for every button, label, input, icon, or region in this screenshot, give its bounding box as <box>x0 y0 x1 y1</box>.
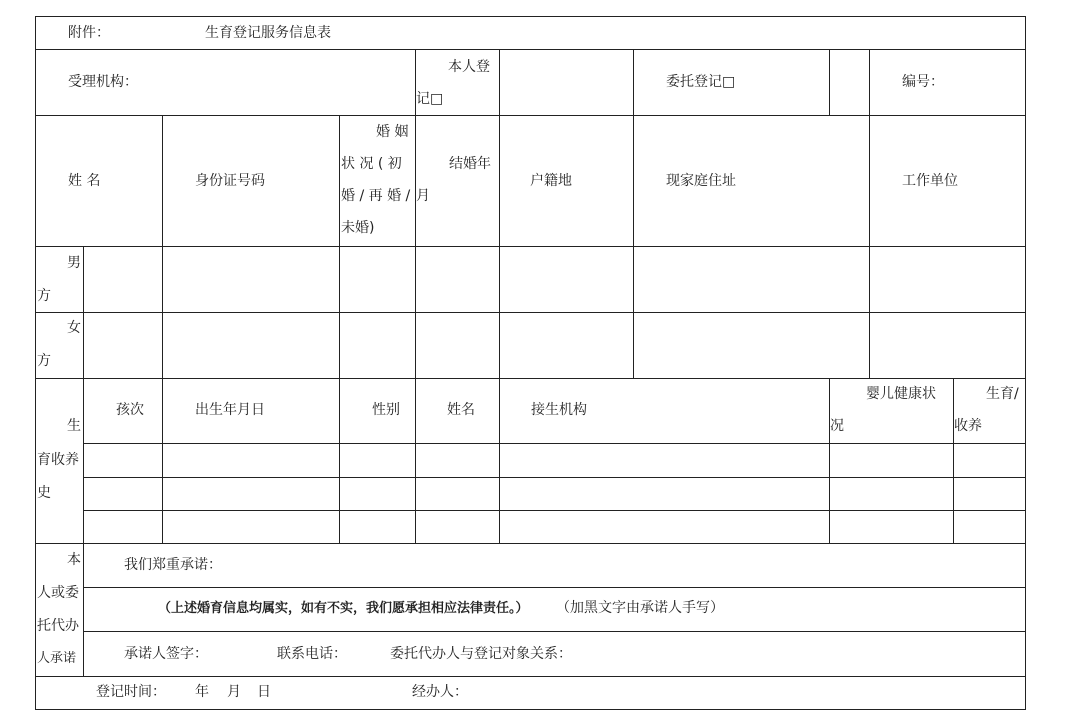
phone-label: 联系电话： <box>277 646 347 662</box>
table-cell <box>83 246 163 313</box>
birth-label-1: 生 <box>67 418 81 434</box>
year-label: 年 <box>195 684 209 700</box>
birth-col-type-2: 收养 <box>954 418 982 434</box>
attachment-label: 附件： <box>68 25 110 41</box>
table-cell <box>829 49 870 116</box>
delegate-reg-checkbox[interactable]: 委托登记□ <box>666 74 736 90</box>
col-address: 现家庭住址 <box>666 173 736 189</box>
col-marital-1: 婚 姻 <box>376 124 409 140</box>
table-cell <box>35 676 1026 710</box>
table-cell <box>869 49 1026 116</box>
table-cell <box>499 312 634 379</box>
table-cell <box>415 477 500 511</box>
promise-bold-text: （上述婚育信息均属实，如有不实，我们愿承担相应法律责任。） <box>158 601 529 616</box>
number-label: 编号： <box>902 74 944 90</box>
birth-label-3: 史 <box>37 485 51 501</box>
female-label-1: 女 <box>67 320 81 336</box>
table-cell <box>869 246 1026 313</box>
table-cell <box>162 312 340 379</box>
table-cell <box>83 543 1026 588</box>
signature-label: 承诺人签字： <box>124 646 208 662</box>
table-cell <box>499 246 634 313</box>
promise-label-4: 人承诺 <box>37 651 77 666</box>
table-cell <box>339 477 416 511</box>
table-cell <box>829 443 954 478</box>
table-cell <box>339 246 416 313</box>
table-cell <box>633 312 870 379</box>
self-reg-checkbox[interactable]: 记□ <box>416 91 444 107</box>
promise-statement: 我们郑重承诺： <box>124 557 222 573</box>
table-cell <box>499 510 830 544</box>
col-name: 姓 名 <box>68 173 101 189</box>
table-cell <box>499 49 634 116</box>
col-marital-4: 未婚) <box>341 220 375 236</box>
table-cell <box>162 443 340 478</box>
table-cell <box>953 477 1026 511</box>
col-marital-2: 状 况 ( 初 <box>341 156 402 172</box>
handler-label: 经办人： <box>412 684 468 700</box>
male-label-1: 男 <box>67 255 81 271</box>
table-cell <box>415 312 500 379</box>
col-marital-3: 婚 / 再 婚 / <box>341 188 411 204</box>
table-cell <box>829 477 954 511</box>
birth-col-birthdate: 出生年月日 <box>195 402 265 418</box>
col-household: 户籍地 <box>530 173 572 189</box>
agency-label: 受理机构： <box>68 74 138 90</box>
month-label: 月 <box>227 684 241 700</box>
table-cell <box>953 510 1026 544</box>
promise-note: （加黑文字由承诺人手写） <box>556 600 724 616</box>
relation-label: 委托代办人与登记对象关系： <box>390 646 572 662</box>
table-cell <box>415 246 500 313</box>
female-label-2: 方 <box>37 353 51 369</box>
promise-label-3: 托代办 <box>37 618 79 634</box>
birth-col-health-2: 况 <box>830 418 844 434</box>
table-cell <box>83 312 163 379</box>
table-cell <box>83 443 163 478</box>
day-label: 日 <box>257 684 271 700</box>
table-cell <box>339 443 416 478</box>
table-cell <box>339 510 416 544</box>
table-cell <box>869 312 1026 379</box>
birth-label-2: 育收养 <box>37 452 79 468</box>
table-cell <box>83 510 163 544</box>
col-employer: 工作单位 <box>902 173 958 189</box>
birth-col-sex: 性别 <box>372 402 400 418</box>
table-cell <box>415 510 500 544</box>
table-cell <box>415 115 500 247</box>
table-cell <box>829 510 954 544</box>
promise-label-2: 人或委 <box>37 585 79 601</box>
birth-col-delivery: 接生机构 <box>531 402 587 418</box>
birth-col-order: 孩次 <box>116 402 144 418</box>
male-label-2: 方 <box>37 288 51 304</box>
table-cell <box>953 443 1026 478</box>
table-cell <box>415 443 500 478</box>
col-marriage-date-2: 月 <box>416 188 430 204</box>
reg-time-label: 登记时间： <box>96 684 166 700</box>
table-cell <box>499 477 830 511</box>
table-cell <box>83 477 163 511</box>
col-marriage-date-1: 结婚年 <box>449 156 491 172</box>
promise-label-1: 本 <box>67 552 81 568</box>
table-cell <box>162 246 340 313</box>
birth-col-type-1: 生育/ <box>986 386 1019 402</box>
table-cell <box>162 510 340 544</box>
birth-col-health-1: 婴儿健康状 <box>866 386 936 402</box>
table-cell <box>339 312 416 379</box>
birth-col-name: 姓名 <box>447 402 475 418</box>
self-reg-label: 本人登 <box>448 59 490 75</box>
table-cell <box>162 477 340 511</box>
col-id-number: 身份证号码 <box>195 173 265 189</box>
table-cell <box>499 443 830 478</box>
table-cell <box>35 16 1026 50</box>
table-cell <box>633 246 870 313</box>
form-title: 生育登记服务信息表 <box>205 25 331 41</box>
